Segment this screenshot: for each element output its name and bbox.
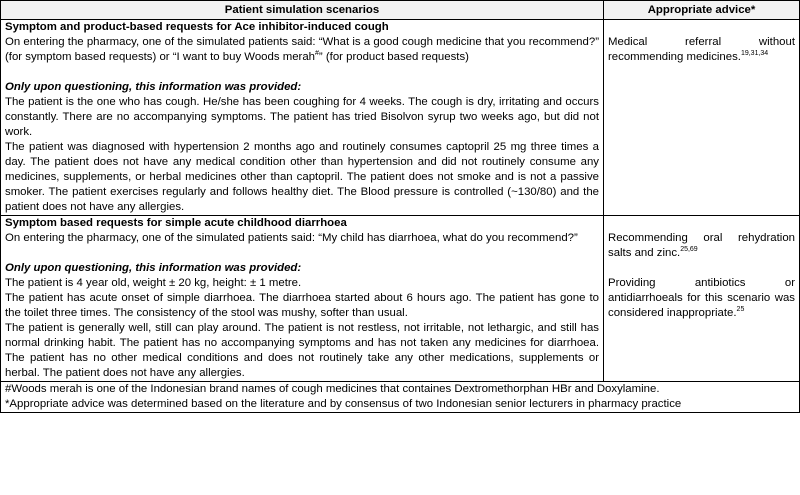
diarrhoea-advice-1-text: Recommending oral rehydration salts and zinc.	[608, 232, 795, 259]
diarrhoea-paragraph-3: The patient is generally well, still can play around. The patient is not restless, not irritable, not lethargic, and still has normal drinking habit. The patient has no accompanying symptoms and has not taken any medicines for diarrhoea. The patient has no other medical conditions and does not routinely take any other medications, supplements or herbal. The patient does not have any allergies.	[5, 322, 599, 379]
cough-advice-cell	[604, 20, 800, 216]
cough-intro-b: ” (for product based requests)	[318, 51, 469, 63]
diarrhoea-advice-2-text: Providing antibiotics or antidiarrhoeals for this scenario was considered inappropriate.	[608, 277, 795, 319]
diarrhoea-advice-cell	[604, 216, 800, 382]
cough-scenario-title: Symptom and product-based requests for Ace inhibitor-induced cough	[5, 21, 389, 33]
cough-paragraph-1: The patient is the one who has cough. He/she has been coughing for 4 weeks. The cough is dry, irritating and occurs constantly. There are no accompanying symptoms. The patient has tried Bisolvon syrup two weeks ago, but did not work.	[5, 96, 599, 138]
cough-scenario-cell	[1, 20, 604, 216]
cough-question-heading: Only upon questioning, this information was provided:	[5, 81, 302, 93]
table-row-cough	[1, 20, 800, 216]
cough-advice-text: Medical referral without recommending medicines.	[608, 36, 795, 63]
footnote-woods-merah: #Woods merah is one of the Indonesian brand names of cough medicines that containes Dextromethorphan HBr and Doxylamine.	[5, 383, 660, 395]
diarrhoea-advice-1-refs: 25,69	[680, 246, 698, 254]
cough-intro-a: On entering the pharmacy, one of the simulated patients said: “What is a good cough medicine that you recommend?” (for symptom based requests) or “I want to buy Woods merah	[5, 36, 599, 63]
diarrhoea-advice-2-refs: 25	[736, 306, 745, 314]
table-row-diarrhoea	[1, 216, 800, 382]
cough-paragraph-2: The patient was diagnosed with hypertension 2 months ago and routinely consumes captopril 25 mg three times a day. The patient does not have any medical condition other than hypertension and did not routinely consume any medicines, supplements, or herbal medicines other than captopril. The patient does not smoke and is not a passive smoker. The patient exercises regularly and follows healthy diet. The Blood pressure is controlled (~130/80) and the patient does not have any allergies.	[5, 141, 599, 213]
diarrhoea-advice-1	[608, 231, 795, 261]
footnote-cell	[1, 382, 800, 413]
table-footnote-row	[1, 382, 800, 413]
header-scenarios: Patient simulation scenarios	[1, 1, 604, 20]
diarrhoea-scenario-cell	[1, 216, 604, 382]
diarrhoea-intro: On entering the pharmacy, one of the simulated patients said: “My child has diarrhoea, what do you recommend?”	[5, 232, 578, 244]
cough-intro-footnote-mark: #	[315, 50, 319, 58]
diarrhoea-paragraph-2: The patient has acute onset of simple diarrhoea. The diarrhoea started about 6 hours ago. The patient has gone to the toilet three times. The consistency of the stool was mushy, softer than usual.	[5, 292, 599, 319]
cough-advice-refs: 19,31,34	[740, 50, 769, 58]
diarrhoea-advice-2	[608, 276, 795, 321]
diarrhoea-question-heading: Only upon questioning, this information was provided:	[5, 262, 302, 274]
footnote-appropriate-advice: *Appropriate advice was determined based on the literature and by consensus of two Indonesian senior lecturers in pharmacy practice	[5, 398, 682, 410]
diarrhoea-paragraph-1: The patient is 4 year old, weight ± 20 kg, height: ± 1 metre.	[5, 277, 302, 289]
header-advice: Appropriate advice*	[604, 1, 800, 20]
table-header-row	[1, 1, 800, 20]
cough-intro	[5, 35, 599, 65]
cough-advice	[608, 35, 795, 65]
diarrhoea-scenario-title: Symptom based requests for simple acute childhood diarrhoea	[5, 217, 347, 229]
